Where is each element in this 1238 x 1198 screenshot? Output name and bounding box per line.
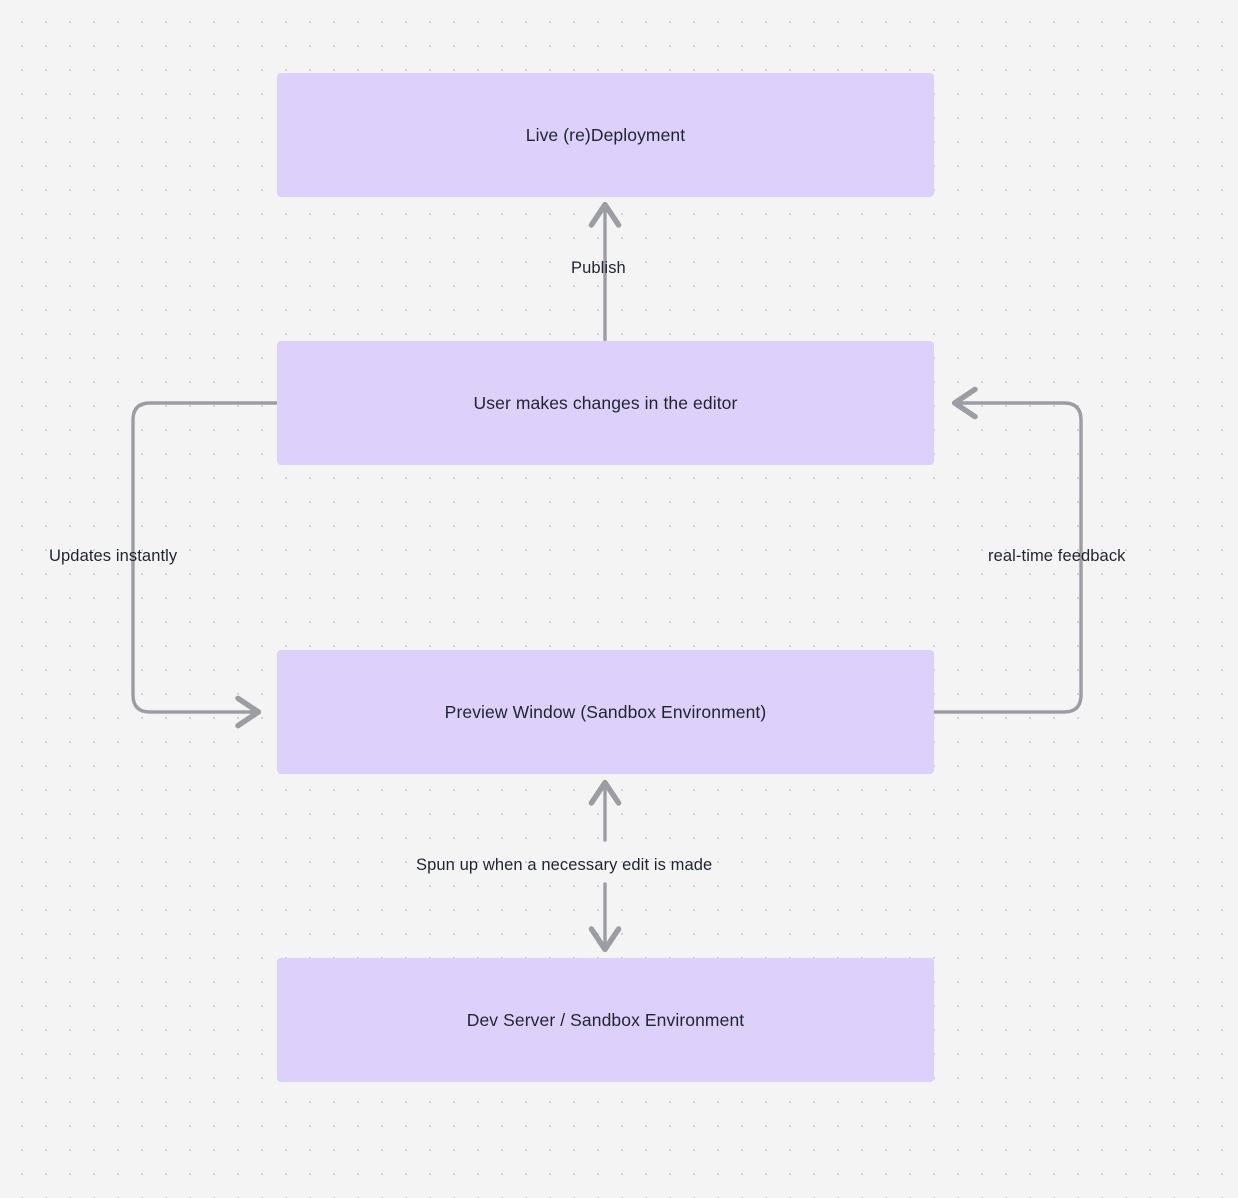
edge-label-publish: Publish — [571, 259, 626, 277]
node-label: Live (re)Deployment — [525, 124, 686, 145]
node-dev-server[interactable] — [277, 958, 934, 1082]
edge-label-real-time-feedback: real-time feedback — [988, 547, 1126, 565]
node-label: Dev Server / Sandbox Environment — [466, 1009, 745, 1030]
edge-label-spun-up: Spun up when a necessary edit is made — [416, 856, 713, 874]
edge-label-updates-instantly: Updates instantly — [49, 547, 178, 565]
node-preview-window[interactable] — [277, 650, 934, 774]
node-user-makes-changes[interactable] — [277, 341, 934, 465]
node-label: User makes changes in the editor — [473, 392, 738, 413]
node-label: Preview Window (Sandbox Environment) — [444, 701, 767, 722]
node-live-redeployment[interactable] — [277, 73, 934, 197]
